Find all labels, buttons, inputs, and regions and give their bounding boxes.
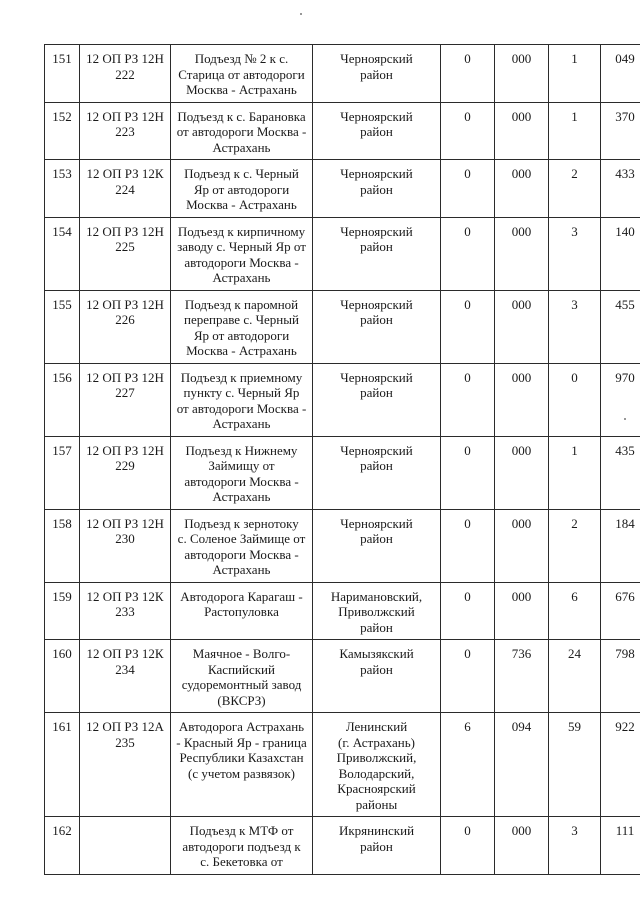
road-name-line: Автодорога Астрахань — [178, 719, 305, 734]
road-name-line: Подъезд к МТФ от — [189, 823, 294, 838]
road-code-line: 12 ОП РЗ 12К — [86, 646, 164, 661]
road-name-line: Подъезд к приемному — [180, 369, 303, 385]
value-cell: 000 — [495, 290, 549, 363]
row-number: 157 — [45, 436, 80, 509]
table-row — [45, 713, 640, 817]
road-name-line: Астрахань — [212, 489, 271, 504]
value-cell: 000 — [495, 363, 549, 436]
road-code — [80, 713, 171, 817]
row-number: 152 — [45, 102, 80, 160]
district-name-line: Приволжский, — [336, 750, 417, 765]
road-name-line: Астрахань — [212, 562, 271, 577]
value-cell: 455 — [601, 290, 640, 363]
road-name-line: автодороги Москва - — [184, 473, 299, 489]
district-name-line: Черноярский — [340, 442, 413, 458]
road-name-line: Яр от автодороги — [193, 181, 290, 197]
value-cell: 184 — [601, 509, 640, 582]
value-cell: 0 — [441, 102, 495, 160]
district-name-line: Черноярский — [340, 51, 413, 66]
road-name-line: автодороги подъезд к — [182, 838, 301, 854]
value-cell: 1 — [549, 45, 601, 103]
road-name-line: автодороги Москва - — [184, 546, 299, 562]
road-name-line: Подъезд к Нижнему — [185, 442, 298, 458]
district-name-line: район — [360, 239, 393, 254]
road-code — [80, 582, 171, 640]
value-cell: 140 — [601, 217, 640, 290]
district-name-line: Черноярский — [340, 166, 413, 181]
road-name-line: Подъезд к с. Барановка — [177, 108, 306, 124]
road-name-line: Старица от автодороги — [178, 66, 305, 82]
road-code-line: 223 — [115, 124, 135, 139]
district-name-line: Черноярский — [340, 515, 413, 531]
road-name-line: Растопуловка — [204, 604, 279, 619]
road-name-line: Подъезд к с. Черный — [184, 166, 299, 181]
district-name — [313, 436, 441, 509]
road-name-line: Москва - Астрахань — [186, 343, 297, 358]
district-name-line: район — [360, 458, 393, 473]
value-cell: 6 — [441, 713, 495, 817]
road-name — [171, 713, 313, 817]
road-name-line: Подъезд к паромной — [184, 296, 299, 312]
value-cell: 370 — [601, 102, 640, 160]
district-name — [313, 817, 441, 875]
district-name — [313, 713, 441, 817]
road-name — [171, 160, 313, 218]
value-cell: 094 — [495, 713, 549, 817]
road-name-line: (с учетом развязок) — [188, 765, 295, 781]
road-name-line: Подъезд к кирпичному — [177, 223, 306, 239]
value-cell: 736 — [495, 640, 549, 713]
value-cell: 0 — [441, 45, 495, 103]
road-name-line: Астрахань — [212, 270, 271, 285]
road-name-line: Москва - Астрахань — [186, 197, 297, 212]
road-name-line: пункту с. Черный Яр — [183, 385, 300, 400]
road-code-line: 229 — [115, 458, 135, 473]
table-row — [45, 436, 640, 509]
value-cell: 922 — [601, 713, 640, 817]
road-name-line: Республики Казахстан — [179, 750, 304, 765]
value-cell: 000 — [495, 217, 549, 290]
district-name-line: Наримановский, — [330, 588, 423, 604]
table-row — [45, 582, 640, 640]
road-name — [171, 582, 313, 640]
district-name — [313, 45, 441, 103]
road-name — [171, 45, 313, 103]
road-name-line: с. Соленое Займище от — [177, 531, 306, 546]
value-cell: 6 — [549, 582, 601, 640]
district-name-line: район — [360, 312, 393, 327]
road-name-line: Займищу от — [208, 458, 275, 473]
road-name-line: - Красный Яр - граница — [176, 734, 307, 750]
road-name-line: Астрахань — [212, 416, 271, 431]
value-cell: 435 — [601, 436, 640, 509]
value-cell: 0 — [441, 436, 495, 509]
row-number: 155 — [45, 290, 80, 363]
road-code-line: 233 — [115, 604, 135, 619]
value-cell: 0 — [441, 640, 495, 713]
road-name-line: заводу с. Черный Яр от — [177, 239, 306, 254]
road-code-line: 12 ОП РЗ 12К — [86, 588, 164, 604]
road-name-line: Подъезд № 2 к с. — [194, 51, 289, 66]
road-name: Маячное - Волго-Каспийский судоремонтный завод (ВКСРЗ) — [171, 640, 313, 713]
road-name-line: Яр от автодороги — [193, 327, 290, 343]
row-number: 153 — [45, 160, 80, 218]
value-cell: 000 — [495, 509, 549, 582]
district-name-line: Черноярский — [340, 369, 413, 385]
road-name-line: Подъезд к зернотоку — [184, 515, 299, 531]
roads-table — [44, 44, 640, 875]
road-code-line: 224 — [115, 181, 135, 197]
value-cell: 0 — [441, 509, 495, 582]
district-name — [313, 102, 441, 160]
value-cell: 24 — [549, 640, 601, 713]
road-name — [171, 102, 313, 160]
value-cell: 000 — [495, 582, 549, 640]
road-code — [80, 817, 171, 875]
value-cell: 049 — [601, 45, 640, 103]
value-cell: 000 — [495, 436, 549, 509]
table-row — [45, 817, 640, 875]
value-cell: 0 — [441, 582, 495, 640]
road-code — [80, 160, 171, 218]
value-cell: 000 — [495, 45, 549, 103]
road-name — [171, 509, 313, 582]
value-cell: 676 — [601, 582, 640, 640]
road-code — [80, 217, 171, 290]
road-name — [171, 217, 313, 290]
district-name-line: район — [360, 661, 393, 677]
road-code-line: 12 ОП РЗ 12А — [86, 719, 164, 734]
district-name-line: Черноярский — [340, 296, 413, 312]
scan-speck — [300, 13, 302, 15]
road-code — [80, 436, 171, 509]
value-cell: 798 — [601, 640, 640, 713]
road-code-line: 12 ОП РЗ 12Н — [86, 369, 164, 385]
road-name-line: автодороги Москва - — [184, 254, 299, 270]
row-number: 154 — [45, 217, 80, 290]
road-code-line: 12 ОП РЗ 12Н — [86, 442, 164, 458]
scan-speck — [624, 418, 626, 420]
road-code — [80, 509, 171, 582]
table-row — [45, 640, 640, 713]
district-name — [313, 160, 441, 218]
table-row — [45, 160, 640, 218]
table-row — [45, 45, 640, 103]
road-name-line: от автодороги Москва - — [176, 124, 307, 139]
road-code — [80, 102, 171, 160]
road-name — [171, 363, 313, 436]
district-name-line: районы — [355, 796, 398, 812]
row-number: 162 — [45, 817, 80, 875]
value-cell: 970 — [601, 363, 640, 436]
value-cell: 0 — [441, 363, 495, 436]
road-code-line: 12 ОП РЗ 12Н — [86, 296, 164, 312]
value-cell: 0 — [441, 290, 495, 363]
value-cell: 3 — [549, 290, 601, 363]
value-cell: 2 — [549, 160, 601, 218]
road-code-line: 230 — [115, 531, 135, 546]
value-cell: 000 — [495, 160, 549, 218]
value-cell: 1 — [549, 102, 601, 160]
district-name — [313, 640, 441, 713]
road-name-line: переправе с. Черный — [184, 312, 299, 327]
district-name-line: Черноярский — [340, 108, 413, 124]
row-number: 151 — [45, 45, 80, 103]
value-cell: 0 — [549, 363, 601, 436]
value-cell: 433 — [601, 160, 640, 218]
district-name-line: (г. Астрахань) — [338, 734, 415, 750]
road-name — [171, 290, 313, 363]
district-name-line: район — [360, 385, 393, 400]
district-name-line: Красноярский — [337, 781, 416, 796]
road-name-line: Астрахань — [212, 139, 271, 155]
district-name-line: Камызякский — [339, 646, 414, 661]
road-code-line: 227 — [115, 385, 135, 400]
road-code-line: 225 — [115, 239, 135, 254]
road-code-line: 234 — [115, 661, 135, 677]
district-name-line: район — [360, 619, 393, 635]
value-cell: 0 — [441, 217, 495, 290]
district-name — [313, 509, 441, 582]
district-name-line: Черноярский — [340, 223, 413, 239]
roads-table-body — [45, 45, 640, 875]
row-number: 160 — [45, 640, 80, 713]
road-name-line: Автодорога Карагаш - — [180, 588, 303, 604]
value-cell: 111 — [601, 817, 640, 875]
road-code — [80, 45, 171, 103]
road-name-line: Москва - Астрахань — [186, 82, 297, 97]
value-cell: 2 — [549, 509, 601, 582]
district-name-line: Ленинский — [345, 719, 408, 734]
value-cell: 0 — [441, 160, 495, 218]
district-name-line: Володарский, — [338, 765, 415, 781]
value-cell: 3 — [549, 817, 601, 875]
road-name-line: от автодороги Москва - — [176, 400, 307, 416]
district-name-line: Икрянинский — [338, 823, 415, 838]
district-name-line: район — [360, 531, 393, 546]
table-row — [45, 290, 640, 363]
district-name-line: район — [360, 838, 393, 854]
table-row — [45, 509, 640, 582]
district-name — [313, 363, 441, 436]
table-row — [45, 217, 640, 290]
district-name — [313, 290, 441, 363]
district-name-line: район — [360, 124, 393, 139]
value-cell: 0 — [441, 817, 495, 875]
value-cell: 59 — [549, 713, 601, 817]
road-code-line: 12 ОП РЗ 12Н — [86, 515, 164, 531]
road-code-line: 12 ОП РЗ 12К — [86, 166, 164, 181]
road-code-line: 12 ОП РЗ 12Н — [86, 223, 164, 239]
value-cell: 000 — [495, 102, 549, 160]
road-code-line: 12 ОП РЗ 12Н — [86, 108, 164, 124]
road-code — [80, 640, 171, 713]
district-name-line: район — [360, 181, 393, 197]
district-name — [313, 217, 441, 290]
road-code — [80, 363, 171, 436]
value-cell: 1 — [549, 436, 601, 509]
table-row — [45, 102, 640, 160]
district-name-line: Приволжский — [338, 604, 415, 619]
row-number: 159 — [45, 582, 80, 640]
district-name-line: район — [360, 66, 393, 82]
road-code-line: 226 — [115, 312, 135, 327]
district-name — [313, 582, 441, 640]
road-name — [171, 817, 313, 875]
road-code-line: 12 ОП РЗ 12Н — [86, 51, 164, 66]
road-code — [80, 290, 171, 363]
value-cell: 3 — [549, 217, 601, 290]
road-code-line: 235 — [115, 734, 135, 750]
road-name-line: с. Бекетовка от — [200, 854, 283, 869]
road-code-line: 222 — [115, 66, 135, 82]
row-number: 156 — [45, 363, 80, 436]
table-row — [45, 363, 640, 436]
road-name — [171, 436, 313, 509]
row-number: 158 — [45, 509, 80, 582]
row-number: 161 — [45, 713, 80, 817]
value-cell: 000 — [495, 817, 549, 875]
